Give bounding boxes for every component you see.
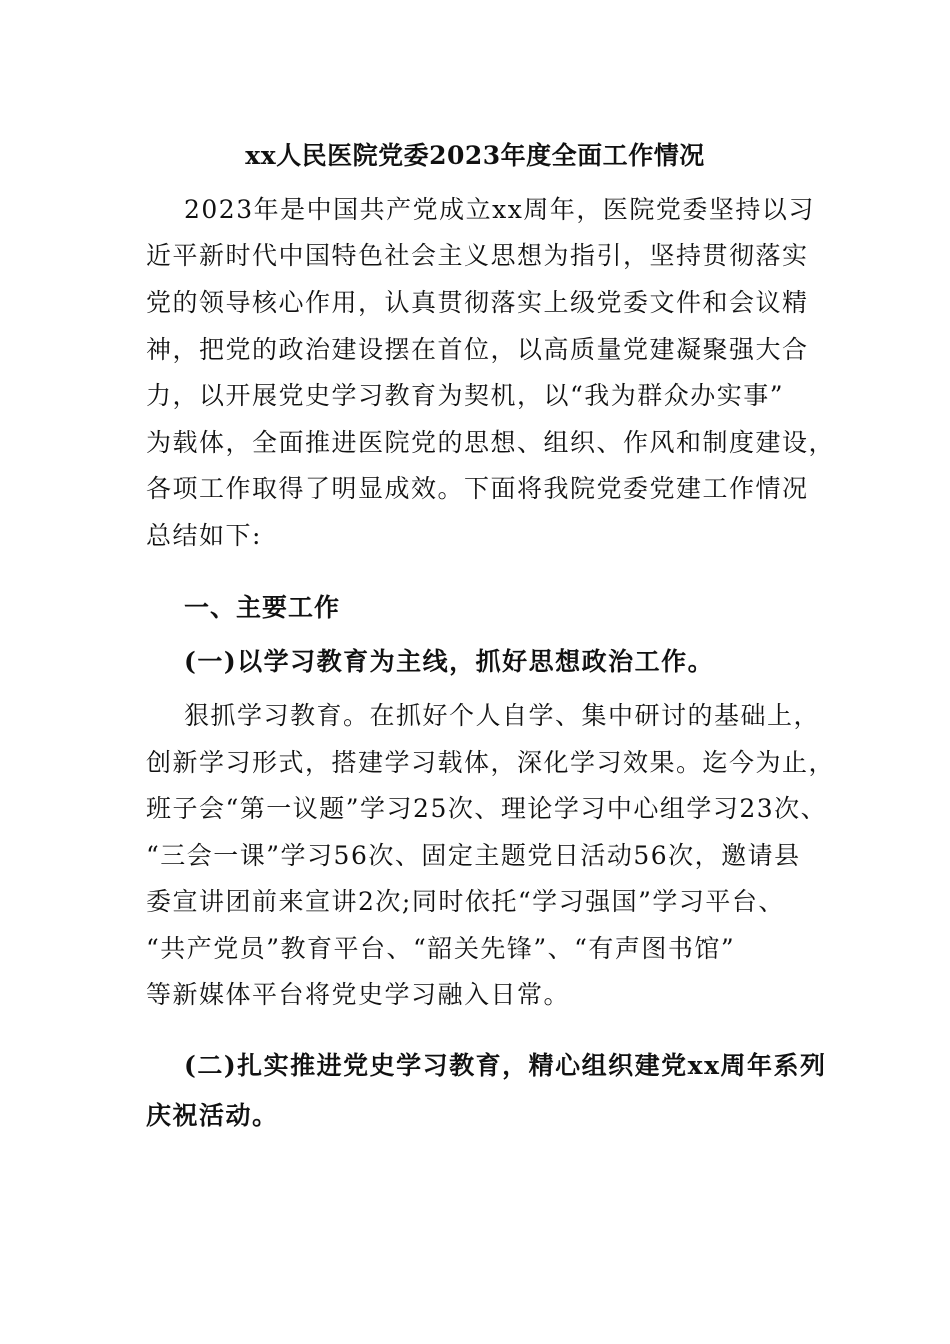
- body-line: 狠抓学习教育。在抓好个人自学、集中研讨的基础上，: [184, 701, 821, 730]
- subsection-heading: (一)以学习教育为主线，抓好思想政治工作。: [184, 647, 715, 676]
- body-line: 班子会“第一议题”学习25次、理论学习中心组学习23次、: [146, 794, 828, 823]
- subsection-heading: (二)扎实推进党史学习教育，精心组织建党xx周年系列: [184, 1051, 827, 1080]
- intro-line: 党的领导核心作用，认真贯彻落实上级党委文件和会议精: [146, 288, 809, 317]
- body-line: “共产党员”教育平台、“韶关先锋”、“有声图书馆”: [146, 934, 736, 963]
- intro-line: 总结如下:: [146, 521, 262, 550]
- body-line: 委宣讲团前来宣讲2次;同时依托“学习强国”学习平台、: [146, 887, 785, 916]
- intro-line: 力，以开展党史学习教育为契机，以“我为群众办实事”: [146, 381, 785, 410]
- intro-line: 2023年是中国共产党成立xx周年，医院党委坚持以习: [184, 195, 815, 224]
- body-line: 等新媒体平台将党史学习融入日常。: [146, 980, 571, 1009]
- section-heading: 一、主要工作: [184, 593, 341, 622]
- intro-line: 神，把党的政治建设摆在首位，以高质量党建凝聚强大合: [146, 335, 809, 364]
- intro-line: 为载体，全面推进医院党的思想、组织、作风和制度建设，: [146, 428, 836, 457]
- intro-line: 各项工作取得了明显成效。下面将我院党委党建工作情况: [146, 474, 809, 503]
- document-title: xx人民医院党委2023年度全面工作情况: [245, 141, 705, 170]
- body-line: “三会一课”学习56次、固定主题党日活动56次，邀请县: [146, 841, 801, 870]
- intro-line: 近平新时代中国特色社会主义思想为指引，坚持贯彻落实: [146, 241, 809, 270]
- body-line: 创新学习形式，搭建学习载体，深化学习效果。迄今为止，: [146, 748, 836, 777]
- subsection-heading-continuation: 庆祝活动。: [146, 1101, 279, 1130]
